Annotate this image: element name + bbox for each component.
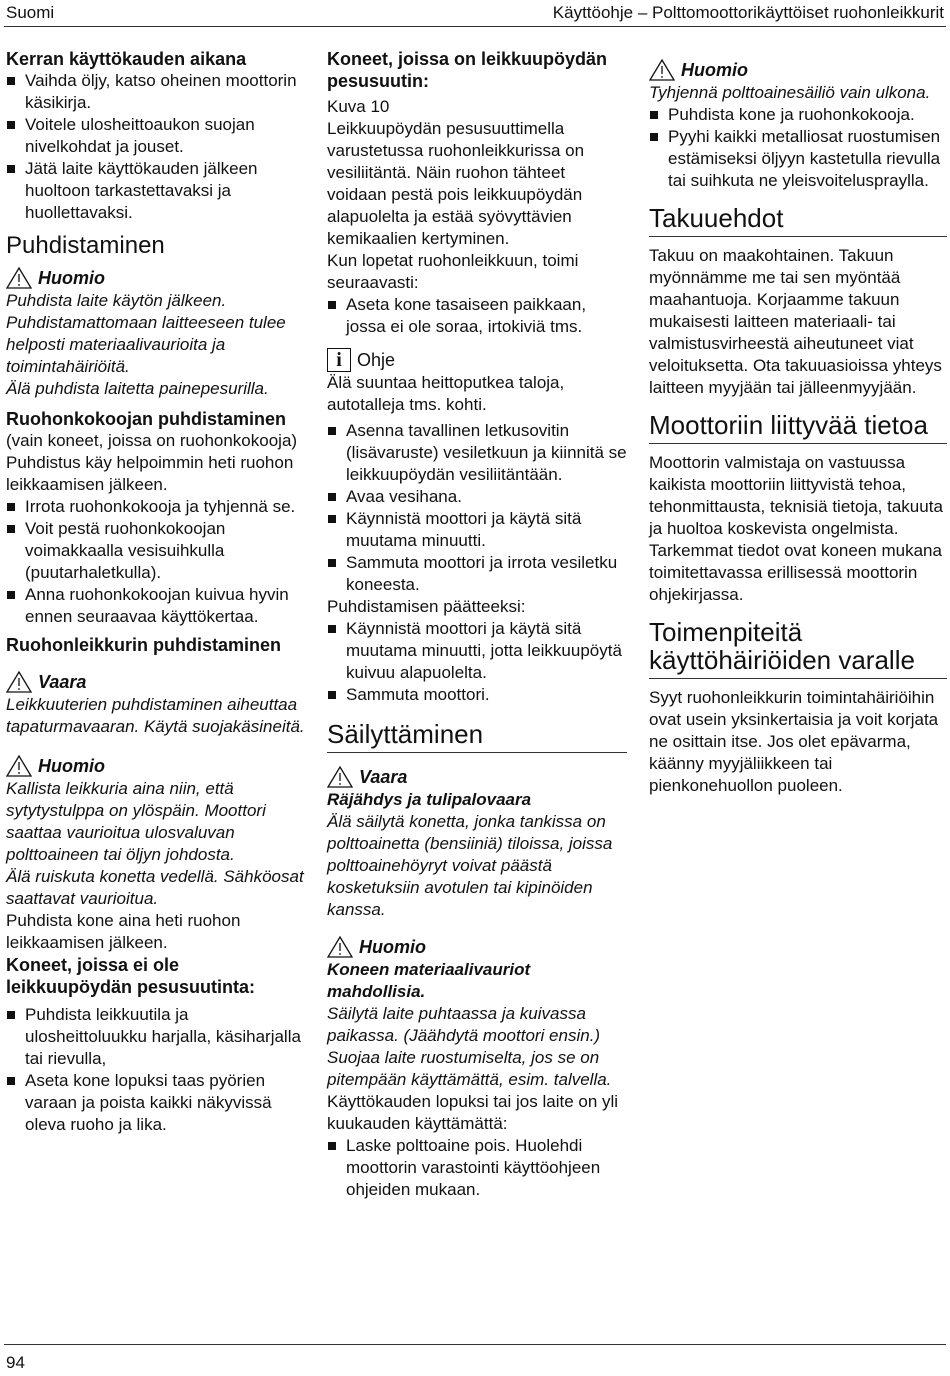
- no-wash-list: [6, 1004, 306, 1136]
- info-icon: i: [327, 348, 351, 372]
- warning-box: [6, 670, 306, 738]
- paragraph: Kun lopetat ruohonleikkuun, toimi seuraavasti:: [327, 251, 579, 292]
- warning-triangle-icon: [327, 765, 353, 789]
- list-item: Puhdista leikkuutila ja ulosheittoluukku harjalla, käsiharjalla tai rievulla,: [6, 1004, 306, 1070]
- list-item: Aseta kone lopuksi taas pyörien varaan ja poista kaikki näkyvissä oleva ruoho ja lika.: [6, 1070, 306, 1136]
- warning-subtitle: Räjähdys ja tulipalovaara: [327, 790, 532, 809]
- note-text: Puhdistamattomaan laitteeseen tulee helposti materiaalivaurioita ja toimintahäiriöitä.: [6, 313, 286, 376]
- warning-label: Vaara: [38, 672, 87, 692]
- paragraph: Käyttökauden lopuksi tai jos laite on yli kuukauden käyttämättä:: [327, 1092, 619, 1133]
- heading-season: Kerran käyttökauden aikana: [6, 49, 247, 69]
- note-label: Huomio: [359, 937, 426, 957]
- warning-triangle-icon: [6, 670, 32, 694]
- list-item: Anna ruohonkokoojan kuivua hyvin ennen seuraavaa käyttökertaa.: [6, 584, 306, 628]
- wash-list-1: [327, 294, 627, 338]
- note-subtitle: Koneen materiaalivauriot mahdollisia.: [327, 960, 531, 1001]
- header-language: Suomi: [6, 3, 55, 22]
- note-text: Älä puhdista laitetta painepesurilla.: [6, 379, 269, 398]
- info-text: Älä suuntaa heittoputkea taloja, autotalleja tms. kohti.: [327, 373, 565, 414]
- finish-list: [327, 618, 627, 706]
- note-text: Puhdista laite käytön jälkeen.: [6, 291, 227, 310]
- end-list: [327, 1135, 627, 1201]
- warning-triangle-icon: [6, 266, 32, 290]
- warning-triangle-icon: [327, 935, 353, 959]
- list-item: Puhdista kone ja ruohonkokooja.: [649, 104, 947, 126]
- note-label: Huomio: [38, 268, 105, 288]
- list-item: Vaihda öljy, katso oheinen moottorin käsikirja.: [6, 70, 306, 114]
- warning-text: Leikkuuterien puhdistaminen aiheuttaa tapaturmavaaran. Käytä suojakäsineitä.: [6, 695, 305, 736]
- list-item: Käynnistä moottori ja käytä sitä muutama minuutti, jotta leikkuupöytä kuivuu alapuolelta.: [327, 618, 627, 684]
- note-box: [327, 935, 627, 1091]
- list-item: Voit pestä ruohonkokoojan voimakkaalla vesisuihkulla (puutarhaletkulla).: [6, 518, 306, 584]
- note-label: Huomio: [681, 60, 748, 80]
- season-list: [6, 70, 306, 224]
- note-box: [6, 754, 306, 910]
- figure-reference: Kuva 10: [327, 97, 390, 116]
- paragraph: (vain koneet, joissa on ruohonkokooja): [6, 431, 298, 450]
- warning-triangle-icon: [6, 754, 32, 778]
- note-box: [6, 266, 306, 400]
- note-text: Säilytä laite puhtaassa ja kuivassa paikassa. (Jäähdytä moottori ensin.) Suojaa laite ruostumiselta, jos se on pitempään käyttämättä, esim. talvella.: [327, 1004, 612, 1089]
- paragraph: Syyt ruohonleikkurin toimintahäiriöihin ovat usein yksinkertaisia ja voit korjata ne osittain itse. Jos olet epävarma, käänny myyjäliikkeen tai pienkonehuollon puoleen.: [649, 688, 939, 795]
- heading-cleaning: Puhdistaminen: [6, 232, 165, 259]
- list-item: Sammuta moottori.: [327, 684, 627, 706]
- paragraph: Puhdistamisen päätteeksi:: [327, 597, 526, 616]
- list-item: Asenna tavallinen letkusovitin (lisävaruste) vesiletkuun ja kiinnitä se leikkuupöydän vesiliitäntään.: [327, 420, 627, 486]
- page-number: 94: [6, 1353, 25, 1372]
- heading-mower-cleaning: Ruohonleikkurin puhdistaminen: [6, 635, 282, 655]
- column-1: [6, 48, 306, 1136]
- heading-catcher-cleaning: Ruohonkokoojan puhdistaminen: [6, 409, 286, 429]
- list-item: Laske polttoaine pois. Huolehdi moottorin varastointi käyttöohjeen ohjeiden mukaan.: [327, 1135, 627, 1201]
- list-item: Pyyhi kaikki metalliosat ruostumisen estämiseksi öljyyn kastetulla rievulla tai suihkuta ne yleisvoiteluspraylla.: [649, 126, 947, 192]
- list-item: Avaa vesihana.: [327, 486, 627, 508]
- info-label: Ohje: [357, 350, 396, 370]
- wash-list-2: [327, 420, 627, 596]
- list-item: Sammuta moottori ja irrota vesiletku koneesta.: [327, 552, 627, 596]
- list-item: Irrota ruohonkokooja ja tyhjennä se.: [6, 496, 306, 518]
- warning-text: Älä säilytä konetta, jonka tankissa on polttoainetta (bensiiniä) tiloissa, joissa polttoainehöyryt voivat päästä kosketuksiin avotulen tai kipinöiden kanssa.: [327, 812, 613, 919]
- note-label: Huomio: [38, 756, 105, 776]
- heading-storage: Säilyttäminen: [327, 720, 627, 753]
- page-footer: [4, 1344, 946, 1373]
- heading-no-wash-nozzle: Koneet, joissa ei ole leikkuupöydän pesusuutinta:: [6, 955, 256, 997]
- paragraph: Moottorin valmistaja on vastuussa kaikista moottoriin liittyvistä tehoa, tehonmittausta, teknisiä tietoja, takuuta ja huoltoa koskevista ongelmista. Tarkemmat tiedot ovat koneen mukana toimitettavassa erillisessä moottorin ohjekirjassa.: [649, 453, 943, 604]
- care-list: [649, 104, 947, 192]
- column-2: [327, 48, 627, 1201]
- list-item: Voitele ulosheittoaukon suojan nivelkohdat ja jouset.: [6, 114, 306, 158]
- note-text: Tyhjennä polttoainesäiliö vain ulkona.: [649, 83, 931, 102]
- warning-box: [327, 765, 627, 921]
- heading-engine-info: Moottoriin liittyvää tietoa: [649, 411, 947, 444]
- heading-troubleshooting: Toimenpiteitä käyttöhäiriöiden varalle: [649, 618, 947, 679]
- catcher-list: [6, 496, 306, 628]
- note-text: Kallista leikkuria aina niin, että sytytystulppa on ylöspäin. Moottori saattaa vaurioitua ulosvaluvan polttoaineen tai öljyn johdosta.: [6, 779, 266, 864]
- column-3: [649, 48, 947, 797]
- header-title: Käyttöohje – Polttomoottorikäyttöiset ruohonleikkurit: [552, 3, 944, 22]
- warning-label: Vaara: [359, 767, 408, 787]
- paragraph: Leikkuupöydän pesusuuttimella varustetussa ruohonleikkurissa on vesiliitäntä. Näin ruohon tähteet voidaan pestä pois leikkuupöydän alapuolelta ja estää syövyttävien kemikaalien kertyminen.: [327, 119, 585, 248]
- list-item: Aseta kone tasaiseen paikkaan, jossa ei ole soraa, irtokiviä tms.: [327, 294, 627, 338]
- heading-wash-nozzle: Koneet, joissa on leikkuupöydän pesusuutin:: [327, 49, 608, 91]
- note-text: Älä ruiskuta konetta vedellä. Sähköosat saattavat vaurioitua.: [6, 867, 304, 908]
- info-box: [327, 348, 627, 416]
- page-header: [4, 0, 946, 27]
- paragraph: Puhdista kone aina heti ruohon leikkaamisen jälkeen.: [6, 911, 241, 952]
- list-item: Käynnistä moottori ja käytä sitä muutama minuutti.: [327, 508, 627, 552]
- paragraph: Puhdistus käy helpoimmin heti ruohon leikkaamisen jälkeen.: [6, 453, 294, 494]
- paragraph: Takuu on maakohtainen. Takuun myönnämme me tai sen myöntää maahantuoja. Korjaamme takuun mukaisesti laitteen materiaali- tai valmistusvirheestä aiheutuneet viat veloituksetta. Ota takuuasioissa yhteys laitteen myyjään tai jälleenmyyjään.: [649, 246, 942, 397]
- note-box: [649, 58, 947, 104]
- list-item: Jätä laite käyttökauden jälkeen huoltoon tarkastettavaksi ja huollettavaksi.: [6, 158, 306, 224]
- warning-triangle-icon: [649, 58, 675, 82]
- heading-warranty: Takuuehdot: [649, 204, 947, 237]
